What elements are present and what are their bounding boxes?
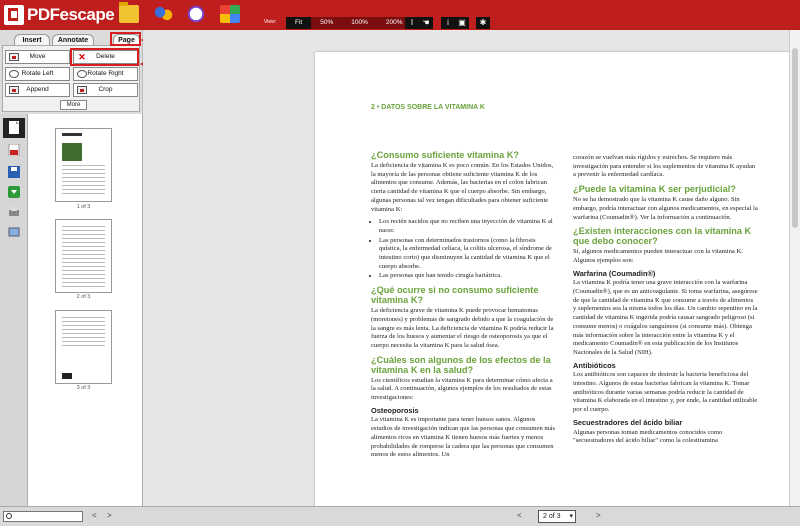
pdf-file-icon[interactable] [8,144,20,156]
zoom-100[interactable]: 100% [351,19,368,26]
section-title: 2 • DATOS SOBRE LA VITAMINA K [371,104,485,111]
app-logo [4,3,114,27]
zoom-fit[interactable]: Fit [286,17,311,29]
paragraph: Los científicos estudian la vitamina K para determinar cómo afecta a la salud. A continuación, algunos ejemplos de los resultados de estas investigaciones: [371,376,553,402]
page-tab-highlight [110,32,141,46]
rotate-right-button[interactable] [73,67,138,81]
heading-interacciones: ¿Existen interacciones con la vitamina K que debo conocer? [573,226,752,247]
rotate-right-label: Rotate Right [87,70,124,77]
heading-efectos: ¿Cuáles son algunos de los efectos de la vitamina K en la salud? [371,354,551,375]
vertical-scrollbar[interactable] [789,30,800,506]
search-icon [6,513,12,519]
paragraph: Los antibióticos son capaces de destruir la bacteria beneficiosa del intestino. Algunos de estas bacterias fabrican la vitamina K. Tomar antibióticos durante varias semanas podría reducir la cantidad de vitamina K elaborada en el intestino y, por ende, la cantidad utilizable por el cuerpo. [573,371,758,414]
crop-button[interactable] [73,83,138,97]
search-input[interactable] [3,511,83,522]
zoom-50[interactable]: 50% [320,19,334,26]
paragraph: La deficiencia de vitamina K es poco común. En los Estados Unidos, la mayoría de las personas obtiene suficiente vitamina K de los alimentos que consume. Además, las bacterias en el colon fabrican cierta cantidad de vitamina K que el cuerpo absorbe. Sin embargo, algunas personas tal vez tengan dificultades para obtener suficiente vitamina K: [371,162,554,213]
download-icon[interactable] [8,186,20,198]
append-button[interactable] [5,83,70,97]
paragraph: La vitamina K podría tener una grave interacción con la warfarina (Coumadin®), que es un anticoagulante. Si toma warfarina, asegúrese de que la cantidad de vitamina K que consume a través de alimentos y suplementos sea la misma todos los días. Un cambio repentino en la cantidad de vitamina K ingerida podría causar sangrado peligroso (si consume menos) o coágulos sanguíneos (si consume más). Obtenga más información sobre la interacción entre la vitamina K y el medicamento Coumadin® en esta publicación de los Institutos Nacionales de la Salud (NIH). [573,279,758,356]
rotate-left-button[interactable] [5,67,70,81]
save-icon[interactable] [8,166,20,178]
print-icon[interactable] [8,206,20,218]
pdf-logo-icon [4,5,24,25]
subheading-warfarina: Warfarina (Coumadin®) [573,268,656,278]
zoom-selector [286,17,412,29]
pages-view-icon[interactable] [3,118,25,138]
sidebar-strip [0,114,28,506]
search-prev-button[interactable]: < [92,511,97,520]
paragraph: La deficiencia grave de vitamina K puede provocar hematomas (moretones) y problemas de sangrado debido a que la coagulación de la sangre es más lenta. La deficiencia de vitamina K podría reducir la fuerza de los huesos y aumentar el riesgo de osteoporosis ya que el cuerpo necesita la vitamina K para la salud ósea. [371,307,554,349]
delete-label: Delete [96,53,115,60]
move-button[interactable] [5,50,70,64]
tab-page[interactable]: Page [113,34,140,46]
heading-consumo: ¿Consumo suficiente vitamina K? [371,150,520,160]
crop-icon [77,86,87,94]
delete-x-icon: ✕ [78,52,86,62]
share-icon[interactable] [8,226,20,238]
rotate-right-icon [77,70,87,78]
crop-label: Crop [98,86,113,93]
scrollbar-thumb[interactable] [792,48,798,228]
more-button[interactable]: More [60,100,87,110]
prev-page-button[interactable]: < [517,511,522,520]
pdf-page[interactable] [315,52,795,506]
subheading-osteoporosis: Osteoporosis [371,405,419,415]
thumbnail-page-1[interactable] [55,128,112,202]
right-column [573,154,758,450]
hand-icon[interactable]: ☚ [419,17,433,29]
bullet-list [371,218,556,281]
thumbnail-label-1: 1 of 3 [76,204,91,210]
search-next-button[interactable]: > [107,511,112,520]
next-page-button[interactable]: > [596,511,601,520]
view-label: View: [264,19,277,25]
list-item: • Las personas con determinados trastornos (como la fibrosis quística, la enfermedad celíaca, la colitis ulcerosa, el síndrome de intestino corto) que disminuyen la cantidad de vitamina K que el cuerpo absorbe. [379,237,556,272]
append-icon [9,86,19,94]
paragraph: Sí, algunos medicamentos pueden interactuar con la vitamina K. Algunos ejemplos son: [573,248,743,264]
paragraph: corazón se vuelvan más rígidos y estrechos. Se requiere más investigación para entender si los suplementos de vitamina K ayudan a prevenir la enfermedad cardíaca. [573,154,756,179]
append-label: Append [26,86,49,93]
page-selector[interactable]: 2 of 3 ▾ [538,510,576,523]
subheading-antibioticos: Antibióticos [573,360,616,370]
app-name: PDFescape [27,5,115,24]
lock-icon[interactable]: ▣ [455,17,469,29]
delete-button-highlight [70,48,139,66]
zoom-200[interactable]: 200% [385,19,403,26]
list-item: • Los recién nacidos que no reciben una inyección de vitamina K al nacer. [379,218,556,235]
rotate-left-icon [9,70,19,78]
open-folder-icon[interactable] [119,5,139,23]
list-item: • Las personas que han tenido cirugía bariátrica. [379,272,556,281]
rotate-left-label: Rotate Left [21,70,54,77]
gear-icon[interactable]: ✱ [476,17,490,29]
thumbnail-page-3[interactable] [55,310,112,384]
history-icon[interactable] [186,5,206,23]
top-toolbar [0,0,800,30]
paragraph: La vitamina K es importante para tener huesos sanos. Algunos estudios de investigación indican que las personas que consumen más alimentos ricos en vitamina K tienen huesos más fuertes y menos probabilidades de romperse la cadera que las personas que consumen menos de estos alimentos. Un [371,416,556,459]
tab-insert[interactable]: Insert [14,34,50,46]
move-page-icon [9,53,19,61]
text-cursor-icon[interactable]: I [405,17,419,29]
heading-que-ocurre: ¿Qué ocurre si no consumo suficiente vitamina K? [371,285,539,306]
info-icon[interactable]: i [441,17,455,29]
paragraph: No se ha demostrado que la vitamina K cause daño alguno. Sin embargo, podría interactuar con algunos medicamentos, en especial la warfarina (Coumadin®). Ver la información a continuación. [573,196,758,221]
users-icon[interactable] [153,5,173,23]
document-viewer [143,30,800,506]
tab-annotate[interactable]: Annotate [52,34,94,46]
left-column [371,150,556,464]
thumbnail-panel [28,114,143,506]
paragraph: Algunas personas toman medicamentos conocidos como "secuestradores del ácido biliar" como la colestiramina [573,428,723,445]
move-label: Move [29,53,46,60]
thumbnail-label-2: 2 of 3 [76,294,91,300]
apps-icon[interactable] [220,5,240,23]
thumbnail-label-3: 3 of 3 [76,385,91,391]
subheading-secuestradores: Secuestradores del ácido biliar [573,417,683,427]
status-bar [0,506,800,526]
thumbnail-page-2[interactable] [55,219,112,293]
heading-perjudicial: ¿Puede la vitamina K ser perjudicial? [573,184,736,195]
